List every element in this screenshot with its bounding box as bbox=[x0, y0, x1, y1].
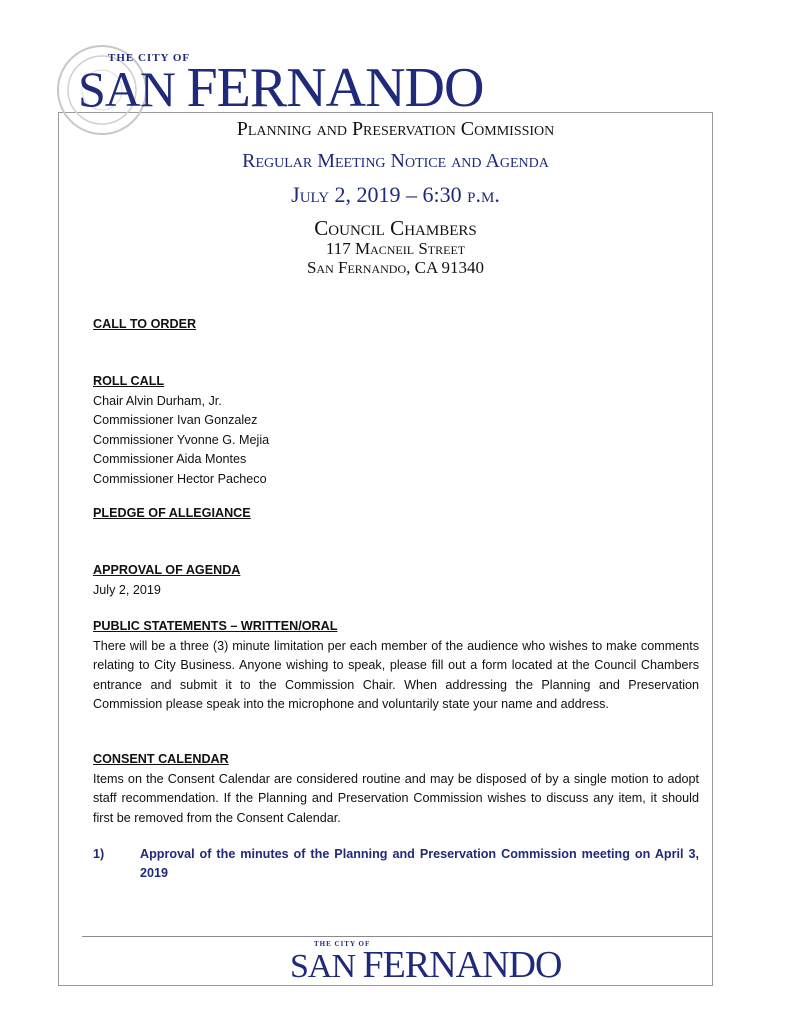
logo-fernando: FERNANDO bbox=[186, 57, 484, 119]
meeting-date: July 2, 2019 – 6:30 p.m. bbox=[291, 182, 500, 207]
venue: Council Chambers bbox=[314, 216, 477, 240]
footer-divider bbox=[82, 936, 712, 937]
roll-item: Commissioner Ivan Gonzalez bbox=[93, 413, 258, 428]
approval-date: July 2, 2019 bbox=[93, 582, 161, 597]
consent-calendar-heading: CONSENT CALENDAR bbox=[93, 752, 229, 766]
pledge-heading: PLEDGE OF ALLEGIANCE bbox=[93, 506, 251, 520]
footer-logo-city-of: THE CITY OF bbox=[314, 940, 371, 948]
commission-title: Planning and Preservation Commission bbox=[236, 118, 555, 140]
call-to-order-heading: CALL TO ORDER bbox=[93, 317, 197, 331]
public-statements-text: There will be a three (3) minute limitation per each member of the audience who wishes to make comments relating to City Business. Anyone wishing to speak, please fill out a form located at the Council Chambers entrance and submit it to the Commission Chair. When addressing the Planning and Preservation Commission please speak into the microphone and voluntarily state your name and address. bbox=[93, 638, 699, 712]
city-address: San Fernando, CA 91340 bbox=[306, 258, 485, 277]
agenda-item-number: 1) bbox=[93, 847, 105, 861]
notice-title: Regular Meeting Notice and Agenda bbox=[242, 150, 549, 172]
roll-item: Commissioner Aida Montes bbox=[93, 452, 247, 467]
roll-item: Chair Alvin Durham, Jr. bbox=[93, 393, 222, 408]
footer-logo-san: SAN bbox=[290, 948, 356, 985]
consent-calendar-text: Items on the Consent Calendar are considered routine and may be disposed of by a single motion to adopt staff recommendation. If the Planning and Preservation Commission wishes to discuss any item, it should first be removed from the Consent Calendar. bbox=[93, 771, 699, 825]
approval-heading: APPROVAL OF AGENDA bbox=[93, 563, 241, 577]
logo-san: SAN bbox=[78, 61, 176, 117]
public-statements-heading: PUBLIC STATEMENTS – WRITTEN/ORAL bbox=[93, 619, 338, 633]
roll-item: Commissioner Yvonne G. Mejia bbox=[93, 432, 270, 447]
roll-call-heading: ROLL CALL bbox=[93, 374, 165, 388]
roll-item: Commissioner Hector Pacheco bbox=[93, 471, 267, 486]
agenda-item-text: Approval of the minutes of the Planning and Preservation Commission meeting on April 3, 2019 bbox=[140, 847, 699, 880]
street-address: 117 Macneil Street bbox=[325, 239, 466, 258]
logo-city-of: THE CITY OF bbox=[108, 52, 191, 64]
footer-logo-fernando: FERNANDO bbox=[362, 944, 562, 986]
